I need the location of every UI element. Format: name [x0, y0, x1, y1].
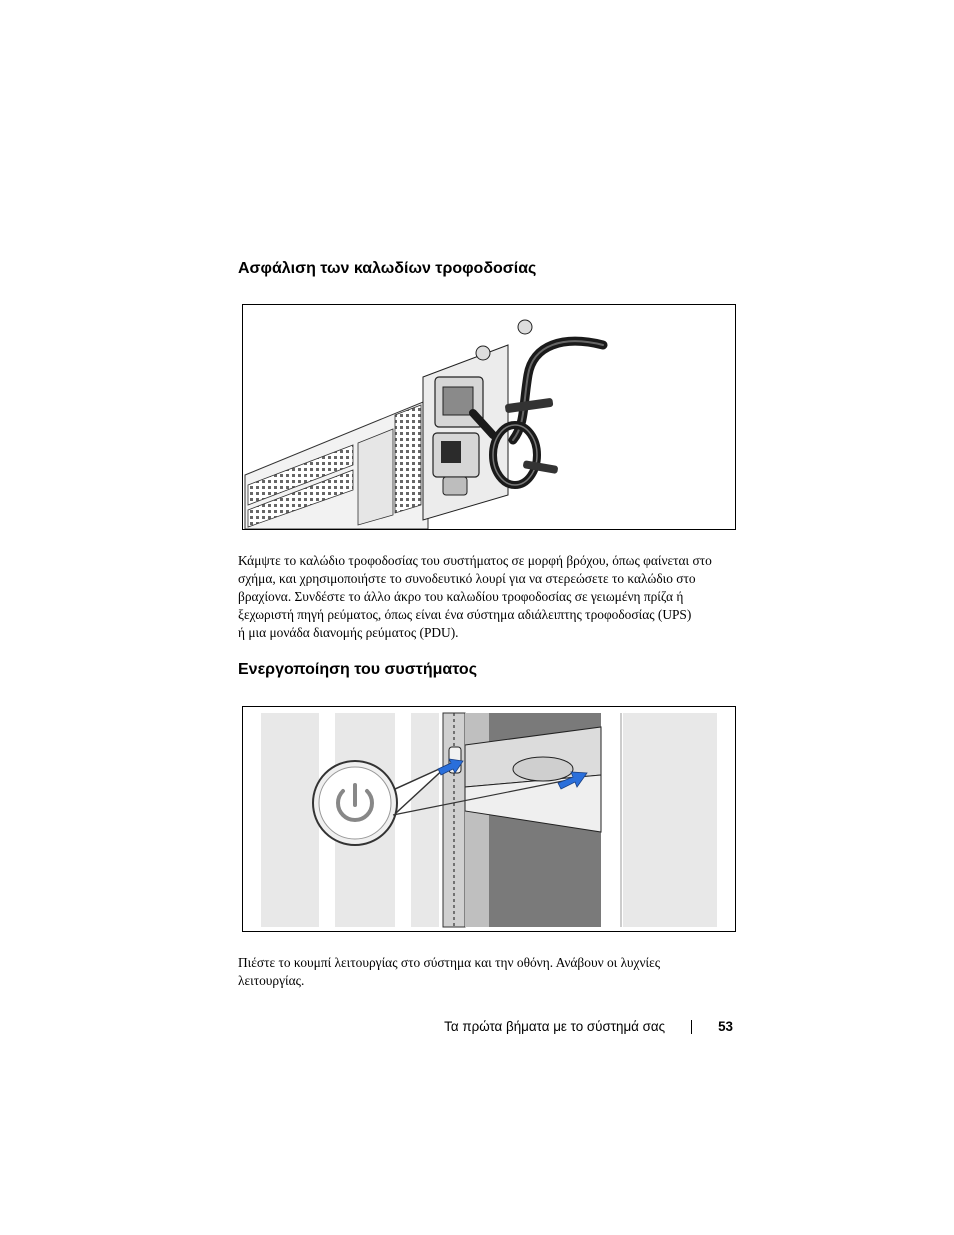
paragraph-power-on	[238, 954, 738, 990]
figure-power-on-system	[242, 706, 736, 932]
text-line: λειτουργίας.	[238, 973, 305, 988]
illustration-power-button	[243, 707, 735, 931]
text-line: Κάμψτε το καλώδιο τροφοδοσίας του συστήματος σε μορφή βρόχου, όπως φαίνεται στο	[238, 553, 712, 568]
illustration-server-rear-power-supply	[243, 305, 735, 529]
figure-power-cable-loop	[242, 304, 736, 530]
section-heading-power-cables: Ασφάλιση των καλωδίων τροφοδοσίας	[238, 260, 537, 277]
section-heading-power-on: Ενεργοποίηση του συστήματος	[238, 661, 478, 678]
text-line: σχήμα, και χρησιμοποιήστε το συνοδευτικό λουρί για να στερεώσετε το καλώδιο στο	[238, 571, 696, 586]
footer-title: Τα πρώτα βήματα με το σύστημά σας	[444, 1019, 666, 1034]
text-line: ή μια μονάδα διανομής ρεύματος (PDU).	[238, 625, 459, 640]
paragraph-power-cables	[238, 552, 738, 642]
text-line: Πιέστε το κουμπί λειτουργίας στο σύστημα και την οθόνη. Ανάβουν οι λυχνίες	[238, 955, 661, 970]
footer-separator	[691, 1020, 692, 1034]
page-footer	[444, 1019, 733, 1034]
page-number: 53	[718, 1019, 733, 1034]
text-line: βραχίονα. Συνδέστε το άλλο άκρο του καλωδίου τροφοδοσίας σε γειωμένη πρίζα ή	[238, 589, 684, 604]
text-line: ξεχωριστή πηγή ρεύματος, όπως είναι ένα σύστημα αδιάλειπτης τροφοδοσίας (UPS)	[238, 607, 692, 622]
